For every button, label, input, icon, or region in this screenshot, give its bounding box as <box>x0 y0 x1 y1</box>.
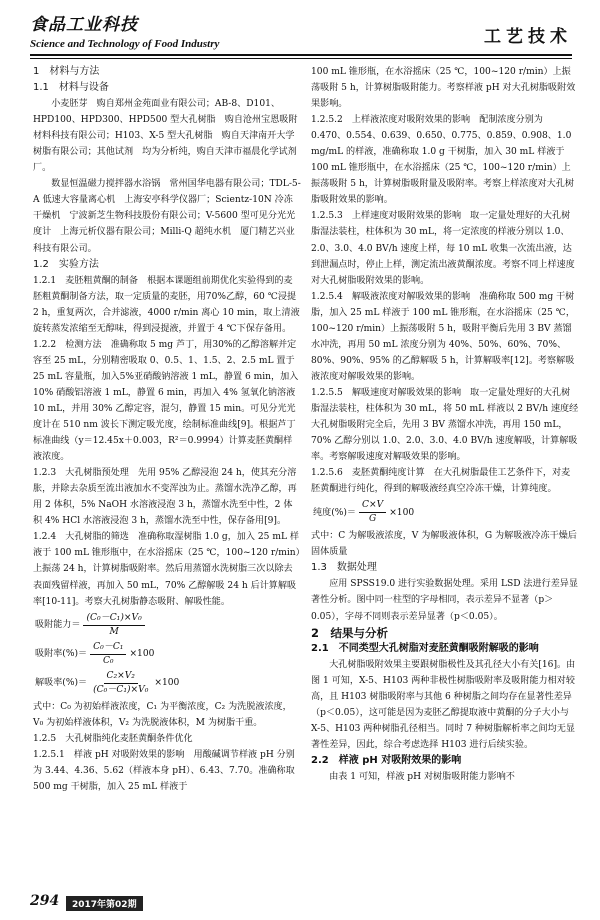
formula-purity <box>313 499 579 526</box>
paragraph: 1.2.3 大孔树脂预处理 先用 95% 乙醇浸泡 24 h，使其充分溶胀，并除去杂质至流出液加水不变浑浊为止。蒸馏水洗净乙醇，再用 2 体积，5% NaOH 水溶液浸泡 3 h，蒸馏水洗至中性，2 体积 4% HCl 水溶液浸泡 3 h，蒸馏水洗至中性，保存备用[9]。 <box>33 468 297 527</box>
formula-label: 解吸率(%)＝ <box>35 678 88 689</box>
paragraph: 1.2.5.4 解吸液浓度对解吸效果的影响 准确称取 500 mg 干树脂，加入 25 mL 样液于 100 mL 锥形瓶，在水浴摇床（25 ℃，100~120 r/min）上振荡吸附 5 h，吸附平衡后先用 3 BV 蒸馏水冲洗，再用 50 mL 浓度分别为 40%、50%、60%、70%、80%、90%、95% 的乙醇解吸 5 h，计算解吸率[12]。考察解吸液浓度对解吸效果的影响。 <box>311 291 575 382</box>
formula-numerator: (C₀－C₁)×V₀ <box>83 612 144 626</box>
formula-numerator: C₂×V₂ <box>104 670 138 684</box>
section-title: 工艺技术 <box>484 27 572 47</box>
paragraph: 由表 1 可知，样液 pH 对树脂吸附能力影响不 <box>329 771 515 782</box>
section-heading: 1 材料与方法 <box>33 66 100 77</box>
paragraph: 1.2.5.3 上样速度对吸附效果的影响 取一定量处理好的大孔树脂湿法装柱，柱体积为 30 mL，将一定浓度的样液分别以 1.0、2.0、3.0、4.0 BV/h 速度上样，每 10 mL 收集一次流出液，达到泄漏点时，停止上样，测定流出液黄酮浓度。考察不同上样速度对大孔树脂吸附效果的影响。 <box>311 211 575 286</box>
paragraph: 1.2.5 大孔树脂纯化麦胚黄酮条件优化 <box>33 733 193 744</box>
formula-adsorption-capacity <box>35 612 301 639</box>
header-rule-thin <box>30 58 572 59</box>
paragraph: 式中：C 为解吸液浓度，V 为解吸液体积，G 为解吸液冷冻干燥后固体质量 <box>311 531 577 558</box>
paragraph: 1.2.4 大孔树脂的筛选 准确称取湿树脂 1.0 g，加入 25 mL 样液于 100 mL 锥形瓶中，在水浴摇床（25 ℃，100~120 r/min）上振荡 24 h，计算树脂吸附率。然后用蒸馏水洗树脂三次以除去表面残留样液，再加入 50 mL，70% 乙醇解吸 24 h 后计算解吸率[10-11]。考察大孔树脂静态吸附、解吸性能。 <box>33 532 301 607</box>
journal-title-en: Science and Technology of Food Industry <box>30 38 220 50</box>
formula-label: 纯度(%)＝ <box>313 507 357 518</box>
section-heading: 1.1 材料与设备 <box>33 82 109 94</box>
paragraph: 1.2.2 检测方法 准确称取 5 mg 芦丁，用30%的乙醇溶解并定容至 25 mL，分别精密吸取 0、0.5、1、1.5、2、2.5 mL 置于 25 mL 容量瓶，加入5%亚硝酸钠溶液 1 mL，静置 6 min，加入 10% 硝酸铝溶液 1 mL，静置 6 min，再加入 4% 氢氧化钠溶液 10 mL，并用 30% 乙醇定容，混匀，静置 15 min。可见分光光度计在 510 nm 波长下测定吸光度，绘制标准曲线[9]。根据芦丁标准曲线（y＝12.45x＋0.003，R²＝0.9994）计算麦胚黄酮样液浓度。 <box>33 339 299 463</box>
paragraph: 应用 SPSS19.0 进行实验数据处理。采用 LSD 法进行差异显著性分析。图中同一柱型的字母相同，表示差异不显著（p＞0.05），字母不同则表示差异显著（p＜0.05）。 <box>311 579 578 622</box>
section-heading: 1.2 实验方法 <box>33 258 99 270</box>
section-heading: 2.2 样液 pH 对吸附效果的影响 <box>311 754 462 766</box>
formula-desorption-rate <box>35 670 301 697</box>
formula-adsorption-rate <box>35 641 301 668</box>
journal-title-cn: 食品工业科技 <box>30 15 138 35</box>
formula-fraction <box>90 641 126 668</box>
paragraph: 大孔树脂吸附效果主要跟树脂极性及其孔径大小有关[16]。由图 1 可知，X-5、H103 两种非极性树脂吸附率及吸附能力相对较高，且 H103 树脂吸附率与其他 6 种树脂之间均存在显著性差异（p＜0.05），这可能是因为麦胚乙醇提取液中黄酮的分子大小与 X-5、H103 两种树脂孔径相当。同时 7 种树脂解析率之间均无显著性差异，因此，综合考虑选择 H103 进行后续实验。 <box>311 659 576 750</box>
formula-fraction <box>359 499 386 526</box>
header-rule <box>30 54 572 56</box>
formula-label: 吸附率(%)＝ <box>35 649 88 660</box>
formula-tail: ×100 <box>389 507 415 518</box>
formula-label: 吸附能力＝ <box>35 620 81 631</box>
paragraph: 1.2.5.5 解吸速度对解吸效果的影响 取一定量处理好的大孔树脂湿法装柱，柱体积为 30 mL，将 50 mL 样液以 2 BV/h 速度经大孔树脂吸附完全后，先用 3 BV 蒸馏水冲洗，再用 150 mL，70% 乙醇分别以 1.0、2.0、3.0、4.0 BV/h 速度解吸，计算解吸率。考察解吸速度对解吸效果的影响。 <box>311 387 579 463</box>
formula-denominator: (C₀－C₁)×V₀ <box>93 684 149 695</box>
section-heading: 2 结果与分析 <box>311 625 389 640</box>
paragraph: 数显恒温磁力搅拌器水浴锅 常州国华电器有限公司；TDL-5-A 低速大容量离心机 上海安亭科学仪器厂；Scientz-10N 冷冻干燥机 宁波新芝生物科技股份有限公司；V-5600 型可见分光光度计 上海元析仪器有限公司；Milli-Q 超纯水机 厦门精艺兴业科技有限公司。 <box>33 179 301 254</box>
paragraph: 式中：C₀ 为初始样液浓度，C₁ 为平衡浓度，C₂ 为洗脱液浓度，V₀ 为初始样液体积，V₂ 为洗脱液体积，M 为树脂干重。 <box>33 701 292 728</box>
formula-numerator: C₀－C₁ <box>90 641 126 655</box>
formula-denominator: C₀ <box>102 655 114 666</box>
section-heading: 2.1 不同类型大孔树脂对麦胚黄酮吸附解吸的影响 <box>311 642 539 654</box>
issue-label: 2017年第02期 <box>66 896 143 911</box>
paragraph: 1.2.5.1 样液 pH 对吸附效果的影响 用酸碱调节样液 pH 分别为 3.44、4.36、5.62（样液本身 pH）、6.43、7.70。准确称取 500 mg 干树脂，加入 25 mL 样液于 <box>33 749 295 792</box>
formula-tail: ×100 <box>129 649 155 660</box>
section-heading: 1.3 数据处理 <box>311 562 377 574</box>
right-column <box>311 64 579 785</box>
formula-fraction <box>90 670 151 697</box>
page-number: 294 <box>30 893 60 909</box>
paragraph: 100 mL 锥形瓶，在水浴摇床（25 ℃，100~120 r/min）上振荡吸附 5 h，计算树脂吸附能力。考察样液 pH 对大孔树脂吸附效果影响。 <box>311 67 576 110</box>
paragraph: 1.2.1 麦胚粗黄酮的制备 根据本课题组前期优化实验得到的麦胚粗黄酮制备方法，取一定质量的麦胚，用70%乙醇，60 ℃浸提 2 h，重复两次，合并滤液，4000 r/min 离心 10 min，取上清液旋转蒸发浓缩至无醇味，得到浸提液，并置于 4 ℃下保存备用。 <box>33 275 300 334</box>
formula-tail: ×100 <box>154 678 180 689</box>
formula-denominator: G <box>368 514 377 525</box>
paragraph: 小麦胚芽 购自郑州金苑面业有限公司；AB-8、D101、HPD100、HPD300、HPD500 型大孔树脂 购自沧州宝恩吸附材料科技有限公司；H103、X-5 型大孔树脂 购自天津南开大学树脂有限公司；其他试剂 均为分析纯，购自天津市福晨化学试剂厂。 <box>33 99 298 174</box>
left-column <box>33 64 301 795</box>
formula-denominator: M <box>109 626 119 637</box>
paragraph: 1.2.5.6 麦胚黄酮纯度计算 在大孔树脂最佳工艺条件下，对麦胚黄酮进行纯化，得到的解吸液经真空冷冻干燥，计算纯度。 <box>311 468 571 495</box>
formula-numerator: C×V <box>359 499 386 513</box>
paragraph: 1.2.5.2 上样液浓度对吸附效果的影响 配制浓度分别为 0.470、0.554、0.639、0.650、0.775、0.859、0.908、1.0 mg/mL 的样液，准确称取 1.0 g 干树脂，加入 30 mL 样液于 100 mL 锥形瓶中，在水浴摇床（25 ℃，100~120 r/min）上振荡吸附 5 h，计算树脂吸附量及吸附率。考察上样浓度对大孔树脂吸附效果的影响。 <box>311 115 574 206</box>
formula-fraction <box>83 612 144 639</box>
